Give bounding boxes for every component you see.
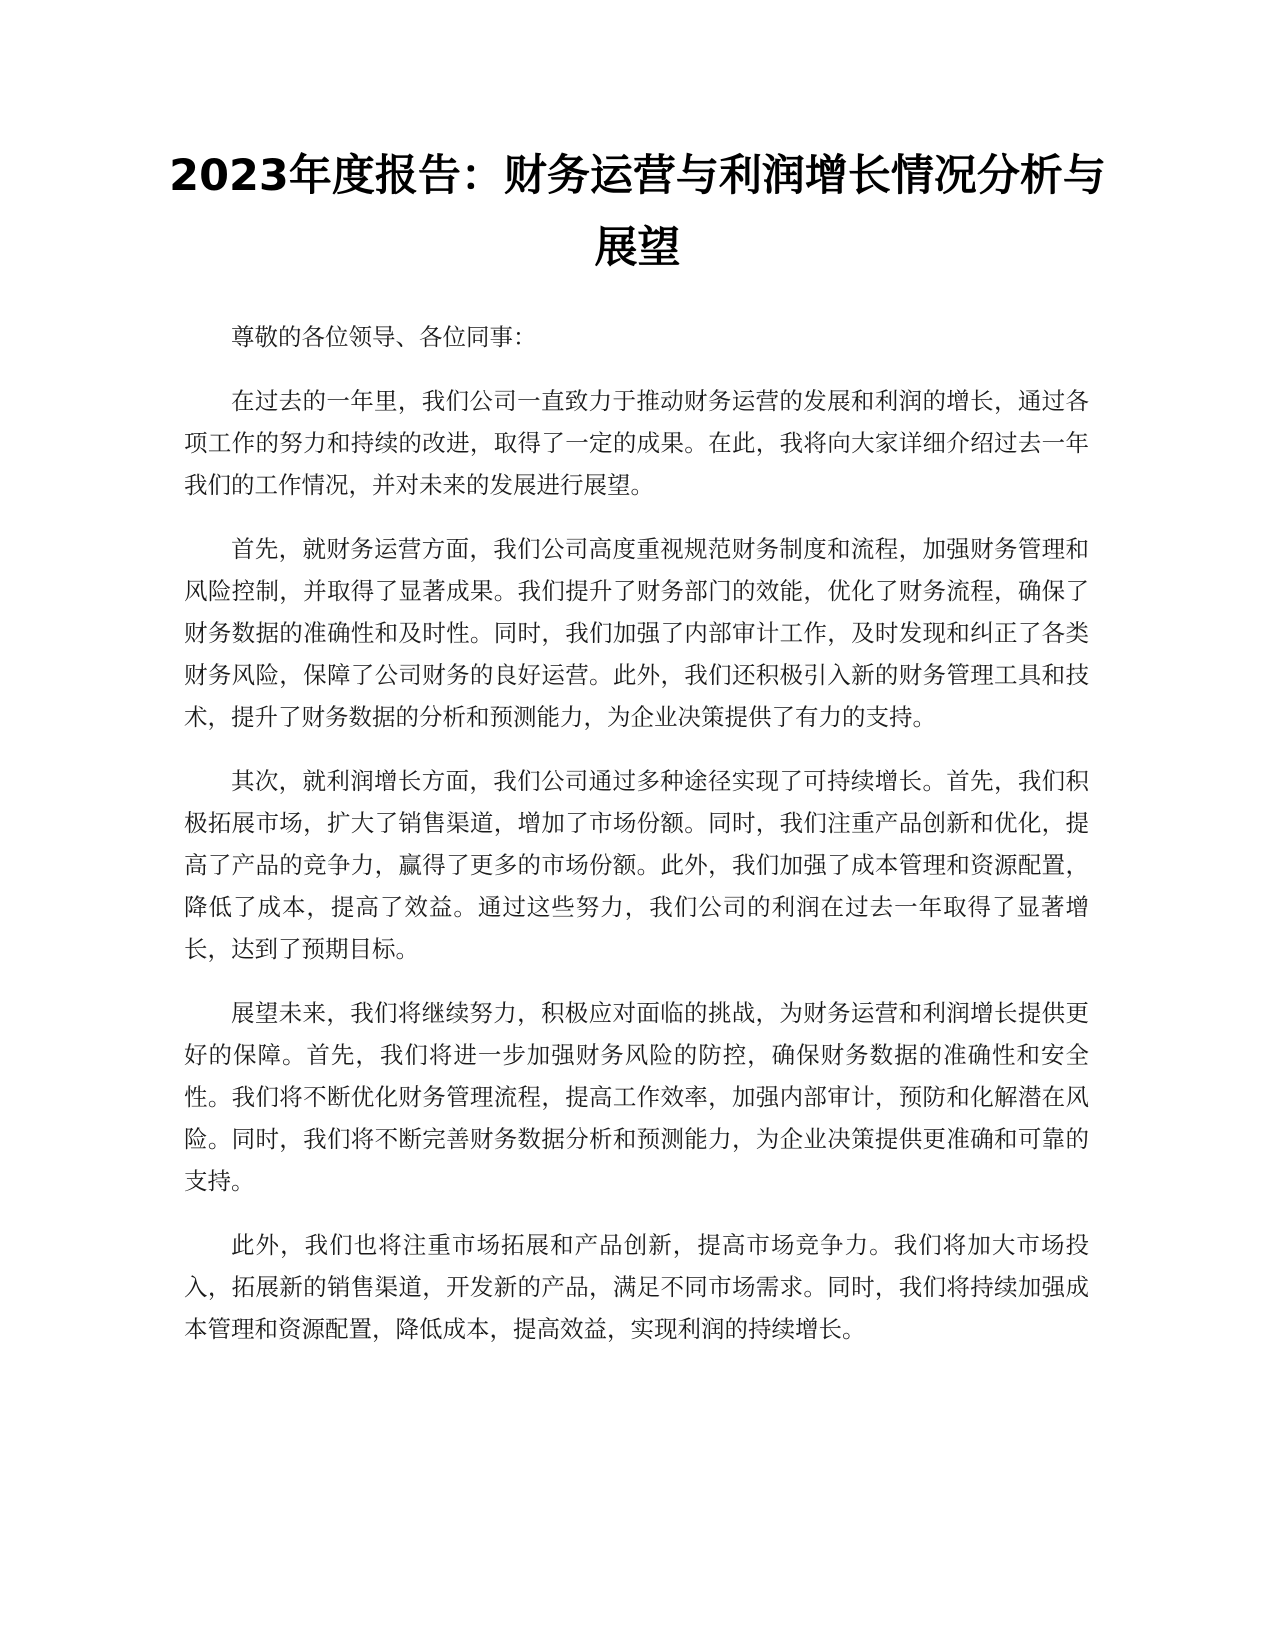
- document-body: [184, 316, 1089, 1372]
- body-paragraph-financial-operations: 首先，就财务运营方面，我们公司高度重视规范财务制度和流程，加强财务管理和风险控制，并取得了显著成果。我们提升了财务部门的效能，优化了财务流程，确保了财务数据的准确性和及时性。同时，我们加强了内部审计工作，及时发现和纠正了各类财务风险，保障了公司财务的良好运营。此外，我们还积极引入新的财务管理工具和技术，提升了财务数据的分析和预测能力，为企业决策提供了有力的支持。: [184, 535, 1089, 731]
- body-paragraph-market-expansion: 此外，我们也将注重市场拓展和产品创新，提高市场竞争力。我们将加大市场投入，拓展新的销售渠道，开发新的产品，满足不同市场需求。同时，我们将持续加强成本管理和资源配置，降低成本，提高效益，实现利润的持续增长。: [184, 1231, 1089, 1343]
- greeting-paragraph: 尊敬的各位领导、各位同事：: [231, 323, 537, 351]
- body-paragraph-intro: 在过去的一年里，我们公司一直致力于推动财务运营的发展和利润的增长，通过各项工作的努力和持续的改进，取得了一定的成果。在此，我将向大家详细介绍过去一年我们的工作情况，并对未来的发展进行展望。: [184, 387, 1089, 499]
- body-paragraph-profit-growth: 其次，就利润增长方面，我们公司通过多种途径实现了可持续增长。首先，我们积极拓展市场，扩大了销售渠道，增加了市场份额。同时，我们注重产品创新和优化，提高了产品的竞争力，赢得了更多的市场份额。此外，我们加强了成本管理和资源配置，降低了成本，提高了效益。通过这些努力，我们公司的利润在过去一年取得了显著增长，达到了预期目标。: [184, 767, 1089, 963]
- body-paragraph-outlook: 展望未来，我们将继续努力，积极应对面临的挑战，为财务运营和利润增长提供更好的保障。首先，我们将进一步加强财务风险的防控，确保财务数据的准确性和安全性。我们将不断优化财务管理流程，提高工作效率，加强内部审计，预防和化解潜在风险。同时，我们将不断完善财务数据分析和预测能力，为企业决策提供更准确和可靠的支持。: [184, 999, 1089, 1195]
- document-title: 2023年度报告：财务运营与利润增长情况分析与展望: [169, 151, 1106, 273]
